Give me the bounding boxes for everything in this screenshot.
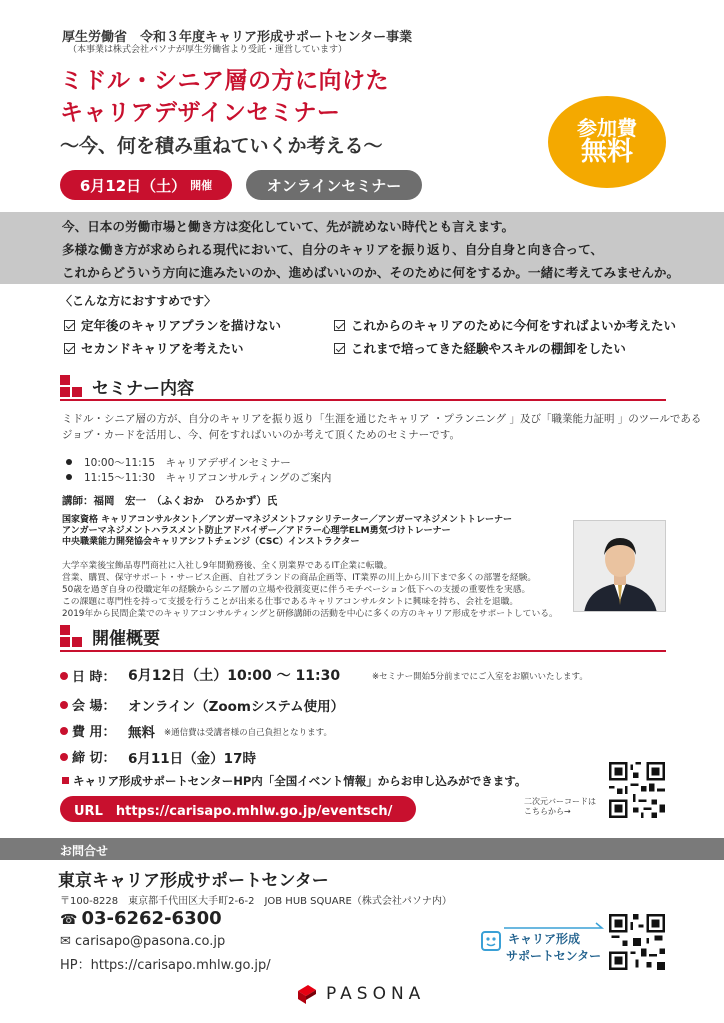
lecturer-name: 講師：福岡 宏一 （ふくおか ひろかず）氏 xyxy=(62,495,278,507)
apply-instructions: キャリア形成サポートセンターHP内「全国イベント情報」からお申し込みができます。 xyxy=(62,773,526,789)
overview-label-deadline: 締 切： xyxy=(60,747,116,766)
bio-line: この課題に専門性を持って支援を行うことが出来る仕事であるキャリアコンサルタントに興味を持ち、会社を退職。 xyxy=(62,597,519,607)
red-squares-icon xyxy=(60,625,82,647)
online-seminar-pill: オンラインセミナー xyxy=(246,170,422,200)
overview-label-datetime: 日 時： xyxy=(60,666,116,685)
recommend-item xyxy=(64,339,244,357)
overview-section-title: 開催概要 xyxy=(92,629,160,649)
date-pill-text: 6月12日（土） xyxy=(79,176,187,195)
qr-code-center[interactable] xyxy=(609,914,665,970)
red-dot-icon xyxy=(60,727,68,735)
center-name: 東京キャリア形成サポートセンター xyxy=(58,871,329,891)
schedule-item-text: 10:00～11:15 キャリアデザインセミナー xyxy=(84,457,291,469)
overview-label-venue: 会 場： xyxy=(60,695,116,714)
section-divider xyxy=(60,399,666,401)
bio-line: 大学卒業後宝飾品専門商社に入社し9年間勤務後、全く別業界であるIT企業に転職。 xyxy=(62,561,393,571)
checkbox-icon xyxy=(64,320,75,331)
seminar-section-title: セミナー内容 xyxy=(92,379,194,399)
title-line-1: ミドル・シニア層の方に向けた xyxy=(60,68,389,94)
overview-note-fee: ※通信費は受講者様の自己負担となります。 xyxy=(164,728,332,738)
overview-label-fee: 費 用： xyxy=(60,721,116,740)
pasona-logo xyxy=(296,983,425,1005)
bio-line: 営業、購買、保守サポート・サービス企画、自社ブランドの商品企画等、IT業界の川上から川下まで多くの部署を経験。 xyxy=(62,573,537,583)
red-dot-icon xyxy=(60,701,68,709)
red-dot-icon xyxy=(60,753,68,761)
intro-line-1: 今、日本の労働市場と働き方は変化していて、先が読めない時代とも言えます。 xyxy=(62,219,515,234)
contact-bar xyxy=(0,838,724,860)
date-pill xyxy=(60,170,232,200)
email[interactable]: ✉ carisapo@pasona.co.jp xyxy=(60,934,226,949)
bullet-icon xyxy=(66,474,72,480)
bio-line: 2019年から民間企業でのキャリアコンサルティングと研修講師の活動を中心に多くの方のキャリア形成をサポートしている。 xyxy=(62,609,558,619)
logo-line-1: キャリア形成 xyxy=(508,932,581,946)
red-square-icon xyxy=(62,777,69,784)
credential-line: 中央職業能力開発協会キャリアシフトチェンジ（CSC）インストラクター xyxy=(62,537,360,547)
organizer-text: 厚生労働省 令和３年度キャリア形成サポートセンター事業 xyxy=(62,30,413,45)
seminar-desc-line-2: ジョブ・カードを活用し、今、何をすればいいのか考えて頂くためのセミナーです。 xyxy=(62,429,460,441)
center-address: 〒100-8228 東京都千代田区大手町2-6-2 JOB HUB SQUARE（株式会社パソナ内） xyxy=(60,896,452,907)
lecturer-photo xyxy=(573,520,666,612)
overview-value-deadline: 6月11日（金）17時 xyxy=(128,751,256,767)
badge-line-1: 参加費 xyxy=(577,115,637,140)
subtitle: ～今、何を積み重ねていくか考える～ xyxy=(60,135,383,157)
date-pill-suffix: 開催 xyxy=(190,179,213,192)
overview-value-fee: 無料 xyxy=(128,725,155,741)
red-dot-icon xyxy=(60,672,68,680)
intro-line-3: これからどういう方向に進みたいのか、進めばいいのか、そのために何をするか。一緒に考えてみませんか。 xyxy=(62,265,680,280)
envelope-icon: ✉ xyxy=(60,934,76,949)
bullet-icon xyxy=(66,459,72,465)
recommend-item-text: 定年後のキャリアプランを描けない xyxy=(81,318,282,333)
recommend-item-text: セカンドキャリアを考えたい xyxy=(81,341,244,356)
credential-line: 国家資格 キャリアコンサルタント／アンガーマネジメントファシリテーター／アンガーマネジメントトレーナー xyxy=(62,515,512,525)
red-squares-icon xyxy=(60,375,82,397)
checkbox-icon xyxy=(334,320,345,331)
homepage-link[interactable]: HP：https://carisapo.mhlw.go.jp/ xyxy=(60,958,271,973)
title-line-2: キャリアデザインセミナー xyxy=(60,100,341,126)
schedule-item-text: 11:15～11:30 キャリアコンサルティングのご案内 xyxy=(84,472,332,484)
overview-value-datetime: 6月12日（土）10:00 ～ 11:30 xyxy=(128,668,341,684)
checkbox-icon xyxy=(334,343,345,354)
company-name: PASONA xyxy=(326,984,426,1004)
overview-note-datetime: ※セミナー開始5分前までにご入室をお願いいたします。 xyxy=(372,672,588,682)
recommend-item xyxy=(334,316,676,334)
logo-line-2: サポートセンター xyxy=(506,949,602,963)
recommend-heading: 〈こんな方におすすめです〉 xyxy=(60,294,217,308)
recommend-item-text: これまで培ってきた経験やスキルの棚卸をしたい xyxy=(351,341,626,356)
bio-line: 50歳を過ぎ自身の役職定年の経験からシニア層の立場や役割変更に伴うモチベーション低下への支援の重要性を実感。 xyxy=(62,585,531,595)
section-divider xyxy=(60,650,666,652)
telephone: ☎ 03-6262-6300 xyxy=(60,908,222,929)
telephone-icon: ☎ xyxy=(60,912,78,928)
recommend-item xyxy=(334,339,626,357)
schedule-item xyxy=(66,455,291,470)
career-center-logo xyxy=(480,916,608,968)
recommend-item-text: これからのキャリアのために今何をすればよいか考えたい xyxy=(351,318,677,333)
event-url-link[interactable]: URL https://carisapo.mhlw.go.jp/eventsch/ xyxy=(60,796,416,822)
recommend-item xyxy=(64,316,281,334)
checkbox-icon xyxy=(64,343,75,354)
free-badge xyxy=(548,96,666,188)
badge-line-2: 無料 xyxy=(580,136,633,167)
overview-value-venue: オンライン（Zoomシステム使用） xyxy=(128,699,345,715)
contact-label: お問合せ xyxy=(60,844,109,858)
seminar-desc-line-1: ミドル・シニア層の方が、自分のキャリアを振り返り「生涯を通じたキャリア ・プランニング 」及び「職業能力証明 」のツールである xyxy=(62,413,702,425)
qr-note: 二次元バーコードは こちらから→ xyxy=(524,797,596,816)
intro-line-2: 多様な働き方が求められる現代において、自分のキャリアを振り返り、自分自身と向き合って、 xyxy=(62,242,604,257)
organizer-note: （本事業は株式会社パソナが厚生労働省より受託・運営しています） xyxy=(68,45,348,55)
schedule-item xyxy=(66,470,331,485)
credential-line: アンガーマネジメントハラスメント防止アドバイザー／アドラー心理学ELM勇気づけトレーナー xyxy=(62,526,451,536)
qr-code-event[interactable] xyxy=(609,762,665,818)
